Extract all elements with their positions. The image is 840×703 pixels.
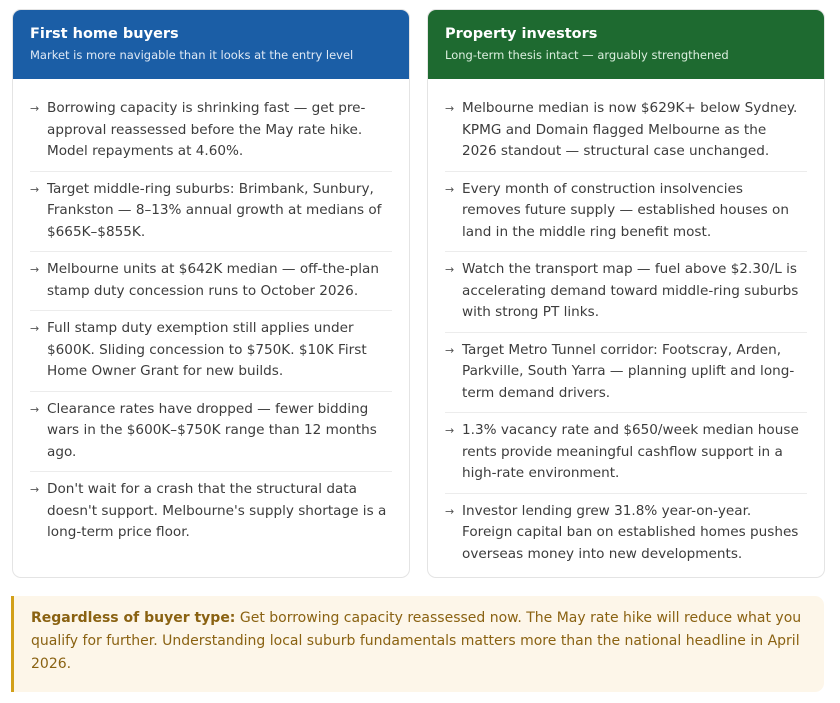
advice-list [428,79,824,573]
list-item [445,413,807,494]
first-home-buyers-card [12,9,410,578]
list-item-text: Melbourne units at $642K median — off-the-plan stamp duty concession runs to October 2026. [47,261,379,299]
card-header [13,10,409,79]
list-item [445,494,807,574]
list-item-text: Melbourne median is now $629K+ below Sydney. KPMG and Domain flagged Melbourne as the 2026 standout — structural case unchanged. [462,100,798,159]
list-item-text: Watch the transport map — fuel above $2.30/L is accelerating demand toward middle-ring suburbs with strong PT links. [462,261,799,320]
list-item [445,172,807,253]
list-item [30,392,392,473]
arrow-right-icon: → [30,402,40,416]
buyer-type-cards [12,9,825,578]
card-header [428,10,824,79]
list-item-text: Target middle-ring suburbs: Brimbank, Sunbury, Frankston — 8–13% annual growth at medians of $665K–$855K. [47,180,382,240]
callout-text: Get borrowing capacity reassessed now. The May rate hike will reduce what you qualify for further. Understanding local suburb fundamentals matters more than the national headline in April 2026. [31,610,802,672]
callout-label: Regardless of buyer type: [31,610,236,626]
list-item [30,252,392,311]
summary-callout [11,596,824,692]
arrow-right-icon: → [30,102,40,115]
list-item-text: Clearance rates have dropped — fewer bidding wars in the $600K–$750K range than 12 months ago. [47,400,377,460]
list-item [30,311,392,392]
list-item [445,91,807,172]
list-item-text: Full stamp duty exemption still applies under $600K. Sliding concession to $750K. $10K First Home Owner Grant for new builds. [47,320,367,379]
arrow-right-icon: → [445,424,455,437]
list-item [30,472,392,552]
advice-list [13,79,409,552]
card-subtitle: Long-term thesis intact — arguably strengthened [445,48,729,62]
arrow-right-icon: → [30,322,40,335]
arrow-right-icon: → [445,343,455,357]
list-item-text: 1.3% vacancy rate and $650/week median house rents provide meaningful cashflow support in a high-rate environment. [462,422,799,481]
list-item-text: Every month of construction insolvencies removes future supply — established houses on land in the middle ring benefit most. [462,180,789,240]
list-item-text: Investor lending grew 31.8% year-on-year. Foreign capital ban on established homes pushes overseas money into new developments. [462,502,799,562]
arrow-right-icon: → [445,102,455,115]
list-item-text: Don't wait for a crash that the structural data doesn't support. Melbourne's supply shortage is a long-term price floor. [47,481,387,540]
card-title: Property investors [445,26,598,42]
list-item-text: Target Metro Tunnel corridor: Footscray, Arden, Parkville, South Yarra — planning uplift and long-term demand drivers. [462,341,795,401]
list-item-text: Borrowing capacity is shrinking fast — get pre-approval reassessed before the May rate hike. Model repayments at 4.60%. [47,100,366,159]
arrow-right-icon: → [445,504,455,518]
list-item [30,91,392,172]
arrow-right-icon: → [30,263,40,276]
arrow-right-icon: → [30,182,40,196]
list-item [30,172,392,253]
card-title: First home buyers [30,26,179,42]
property-investors-card [427,9,825,578]
card-subtitle: Market is more navigable than it looks at the entry level [30,48,354,62]
arrow-right-icon: → [30,483,40,496]
arrow-right-icon: → [445,263,455,276]
list-item [445,252,807,333]
list-item [445,333,807,414]
arrow-right-icon: → [445,182,455,196]
